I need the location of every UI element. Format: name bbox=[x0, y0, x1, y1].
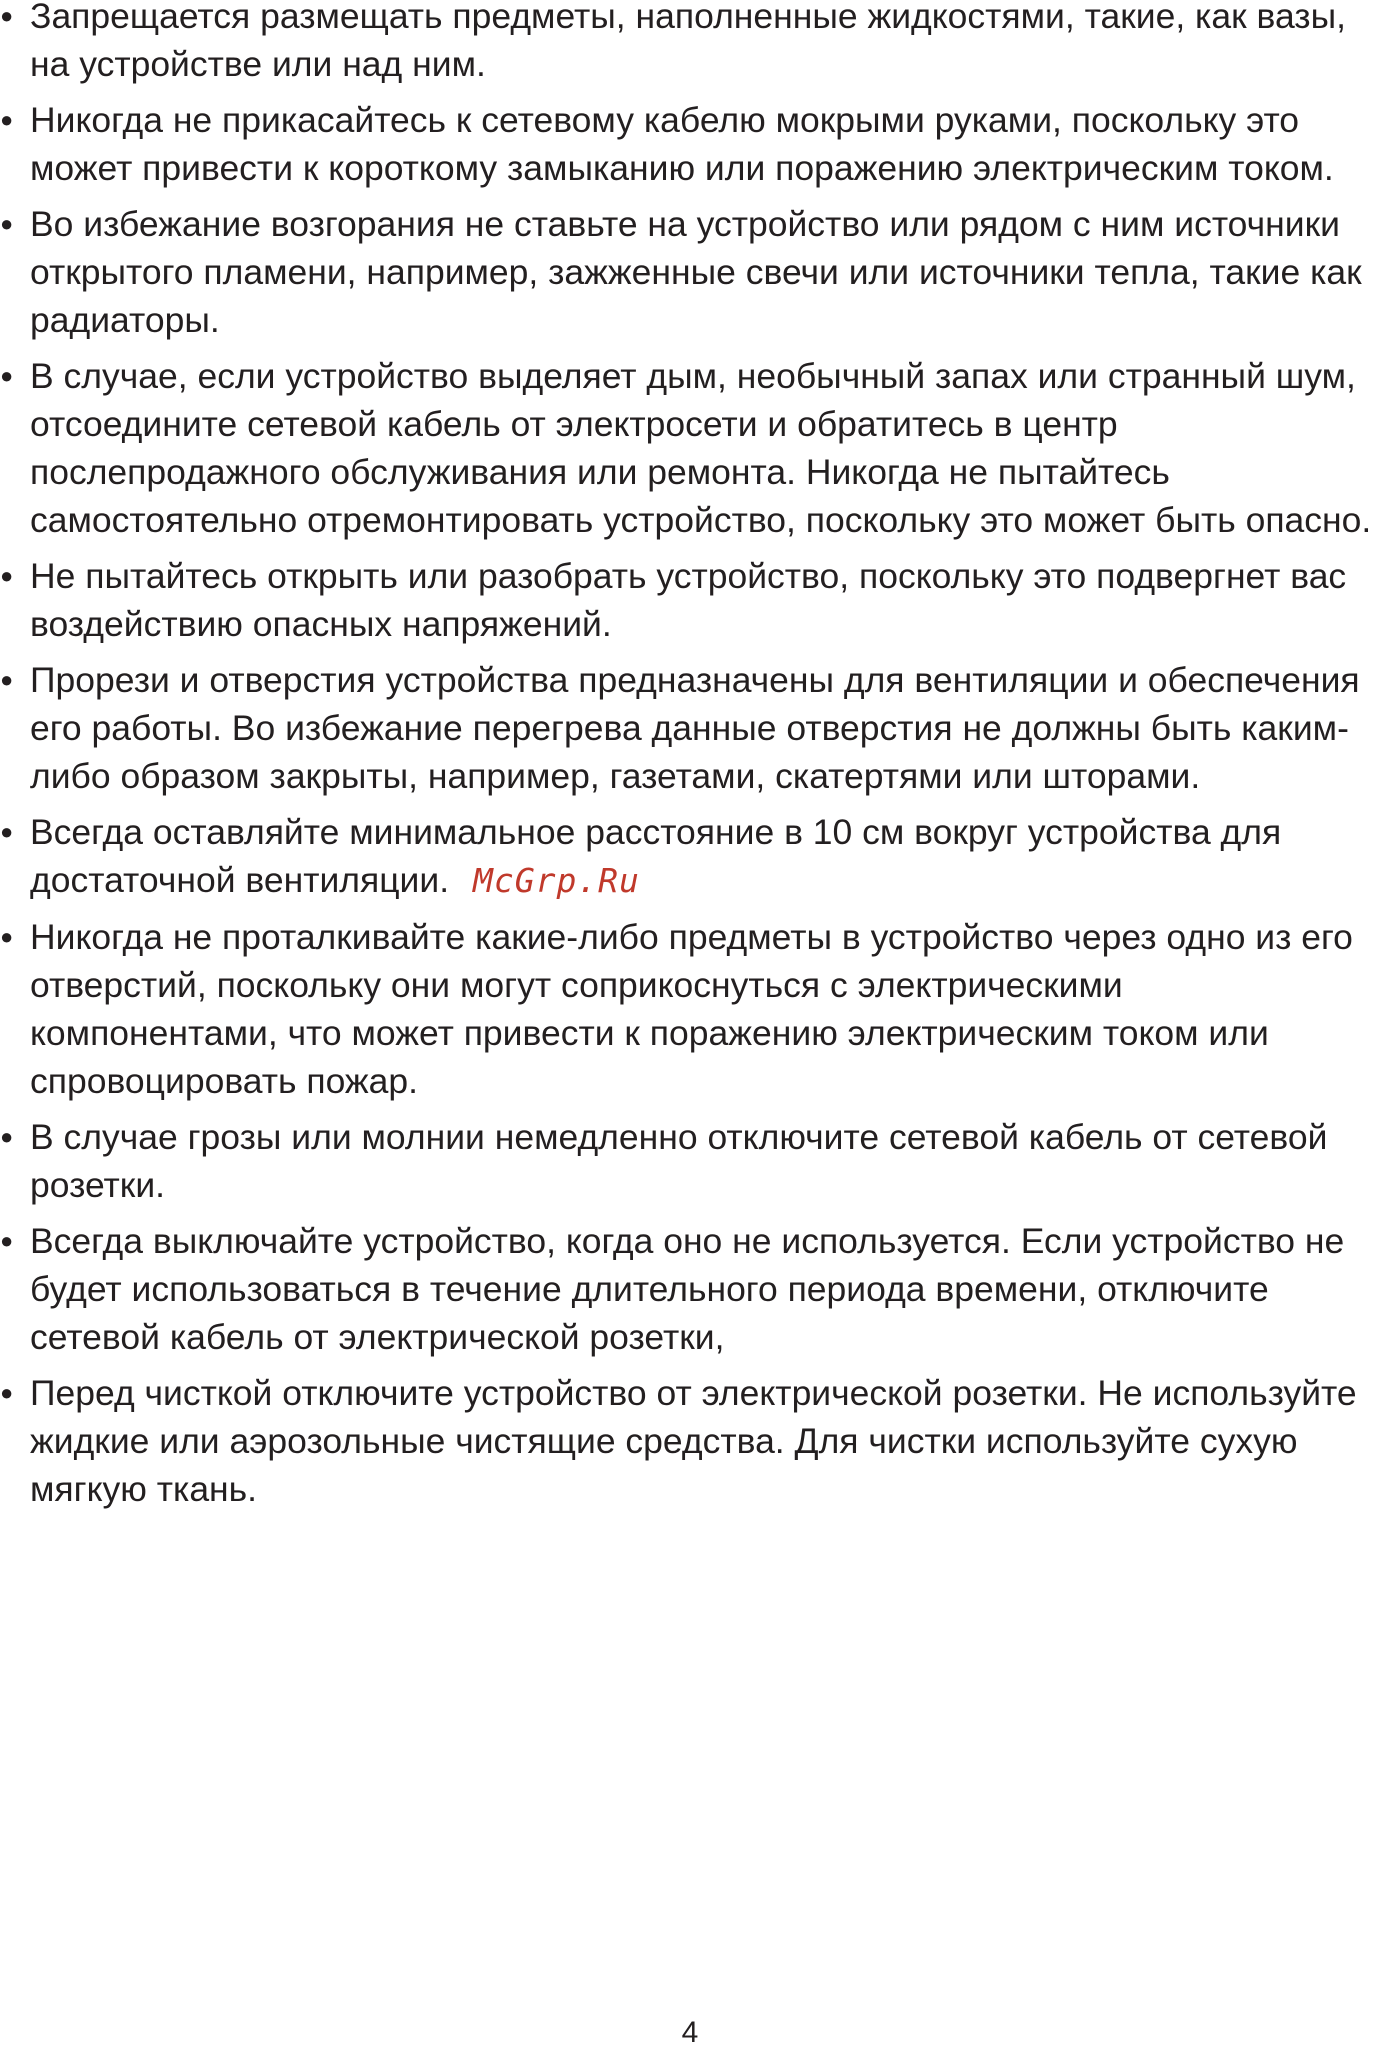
list-item-text: Всегда выключайте устройство, когда оно не используется. Если устройство не будет использоваться в течение длительного периода времени, отключите сетевой кабель от электрической розетки, bbox=[30, 1221, 1345, 1357]
watermark-text: McGrp.Ru bbox=[472, 861, 640, 900]
list-item-text: Не пытайтесь открыть или разобрать устройство, поскольку это подвергнет вас воздействию опасных напряжений. bbox=[30, 556, 1347, 644]
list-item bbox=[0, 200, 1380, 344]
list-item bbox=[0, 808, 1380, 905]
list-item bbox=[0, 352, 1380, 544]
list-item-text: Никогда не прикасайтесь к сетевому кабелю мокрыми руками, поскольку это может привести к короткому замыканию или поражению электрическим током. bbox=[30, 100, 1334, 188]
list-item-text: Перед чисткой отключите устройство от электрической розетки. Не используйте жидкие или аэрозольные чистящие средства. Для чистки используйте сухую мягкую ткань. bbox=[30, 1373, 1357, 1509]
list-item bbox=[0, 656, 1380, 800]
bullet-icon: ● bbox=[0, 211, 14, 236]
list-item bbox=[0, 552, 1380, 648]
bullet-icon: ● bbox=[0, 924, 14, 949]
list-item bbox=[0, 913, 1380, 1105]
list-item-text: Во избежание возгорания не ставьте на устройство или рядом с ним источники открытого пламени, например, зажженные свечи или источники тепла, такие как радиаторы. bbox=[30, 204, 1362, 340]
list-item bbox=[0, 96, 1380, 192]
bullet-icon: ● bbox=[0, 1124, 14, 1149]
list-item-text: В случае грозы или молнии немедленно отключите сетевой кабель от сетевой розетки. bbox=[30, 1117, 1328, 1205]
bullet-icon: ● bbox=[0, 363, 14, 388]
bullet-icon: ● bbox=[0, 1228, 14, 1253]
list-item-text: Прорези и отверстия устройства предназначены для вентиляции и обеспечения его работы. Во избежание перегрева данные отверстия не должны быть каким-либо образом закрыты, например, газетами, скатертями или шторами. bbox=[30, 660, 1360, 796]
list-item-text: Всегда оставляйте минимальное расстояние в 10 см вокруг устройства для достаточной вентиляции. bbox=[30, 812, 1282, 900]
list-item-text: Запрещается размещать предметы, наполненные жидкостями, такие, как вазы, на устройстве или над ним. bbox=[30, 0, 1346, 84]
list-item bbox=[0, 1113, 1380, 1209]
bullet-icon: ● bbox=[0, 1380, 14, 1405]
bullet-icon: ● bbox=[0, 819, 14, 844]
bullet-icon: ● bbox=[0, 107, 14, 132]
list-item bbox=[0, 1217, 1380, 1361]
bullet-icon: ● bbox=[0, 563, 14, 588]
bullet-icon: ● bbox=[0, 667, 14, 692]
list-item-text: Никогда не проталкивайте какие-либо предметы в устройство через одно из его отверстий, поскольку они могут соприкоснуться с электрическими компонентами, что может привести к поражению электрическим током или спровоцировать пожар. bbox=[30, 917, 1353, 1101]
list-item-text: В случае, если устройство выделяет дым, необычный запах или странный шум, отсоедините сетевой кабель от электросети и обратитесь в центр послепродажного обслуживания или ремонта. Никогда не пытайтесь самостоятельно отремонтировать устройство, поскольку это может быть опасно. bbox=[30, 356, 1372, 540]
page-number: 4 bbox=[681, 2016, 699, 2049]
bullet-icon: ● bbox=[0, 3, 14, 28]
list-item bbox=[0, 0, 1380, 88]
list-item bbox=[0, 1369, 1380, 1513]
